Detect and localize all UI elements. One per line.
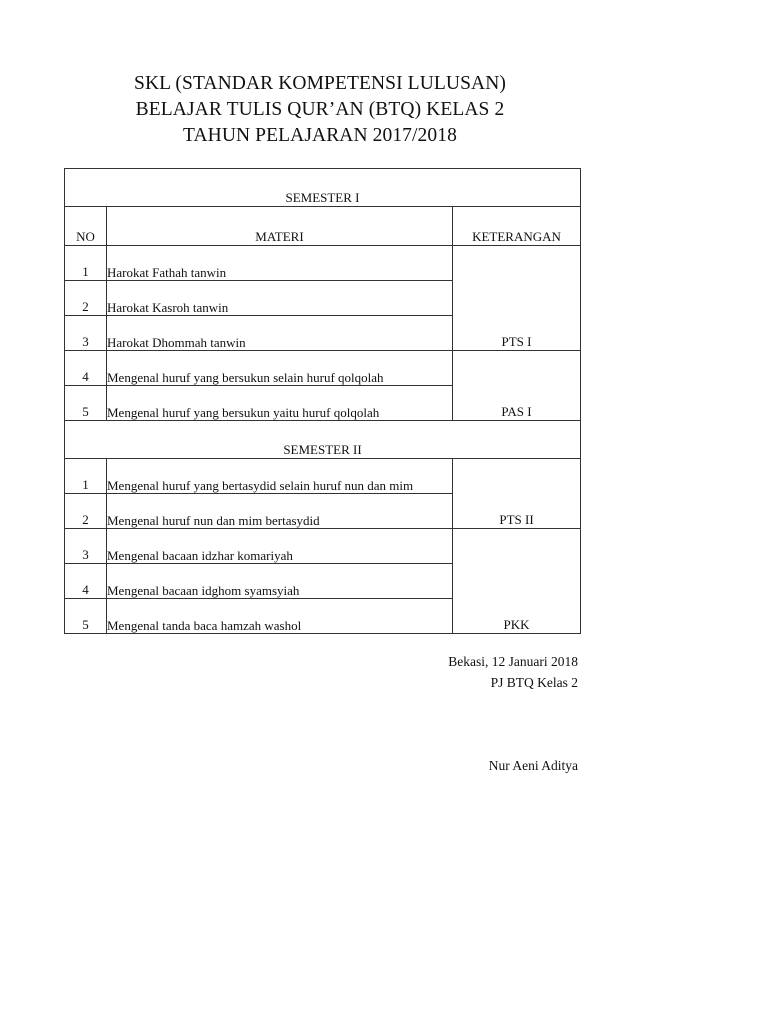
row-no: 4: [65, 351, 107, 386]
header-no: NO: [65, 207, 107, 246]
doc-title-line2: BELAJAR TULIS QUR’AN (BTQ) KELAS 2: [135, 99, 505, 120]
doc-title-line3: TAHUN PELAJARAN 2017/2018: [183, 125, 457, 146]
row-no: 4: [65, 564, 107, 599]
row-materi: Mengenal bacaan idghom syamsyiah: [107, 564, 453, 599]
table-row: [65, 459, 581, 494]
row-keterangan: PTS I: [453, 246, 581, 351]
row-materi: Mengenal huruf yang bertasydid selain huruf nun dan mim: [107, 459, 453, 494]
row-materi: Mengenal tanda baca hamzah washol: [107, 599, 453, 634]
table-row: [65, 529, 581, 564]
row-no: 3: [65, 529, 107, 564]
semester2-label: SEMESTER II: [65, 421, 581, 459]
row-no: 1: [65, 246, 107, 281]
header-keterangan: KETERANGAN: [453, 207, 581, 246]
row-no: 2: [65, 494, 107, 529]
row-materi: Mengenal huruf yang bersukun selain huruf qolqolah: [107, 351, 453, 386]
row-keterangan: PKK: [453, 529, 581, 634]
row-materi: Mengenal huruf nun dan mim bertasydid: [107, 494, 453, 529]
row-materi: Harokat Fathah tanwin: [107, 246, 453, 281]
row-materi: Mengenal huruf yang bersukun yaitu huruf qolqolah: [107, 386, 453, 421]
doc-title-line1: SKL (STANDAR KOMPETENSI LULUSAN): [134, 73, 506, 94]
table-row: [65, 351, 581, 386]
signature-role: PJ BTQ Kelas 2: [490, 675, 578, 690]
row-materi: Harokat Kasroh tanwin: [107, 281, 453, 316]
row-no: 3: [65, 316, 107, 351]
header-materi: MATERI: [107, 207, 453, 246]
row-materi: Harokat Dhommah tanwin: [107, 316, 453, 351]
row-keterangan: PTS II: [453, 459, 581, 529]
table-row: [65, 246, 581, 281]
signature-place-date: Bekasi, 12 Januari 2018: [448, 654, 578, 669]
row-no: 2: [65, 281, 107, 316]
row-no: 1: [65, 459, 107, 494]
row-no: 5: [65, 599, 107, 634]
skl-table: [64, 168, 581, 634]
row-materi: Mengenal bacaan idzhar komariyah: [107, 529, 453, 564]
semester1-label: SEMESTER I: [65, 169, 581, 207]
row-keterangan: PAS I: [453, 351, 581, 421]
signature-name: Nur Aeni Aditya: [488, 758, 578, 773]
row-no: 5: [65, 386, 107, 421]
